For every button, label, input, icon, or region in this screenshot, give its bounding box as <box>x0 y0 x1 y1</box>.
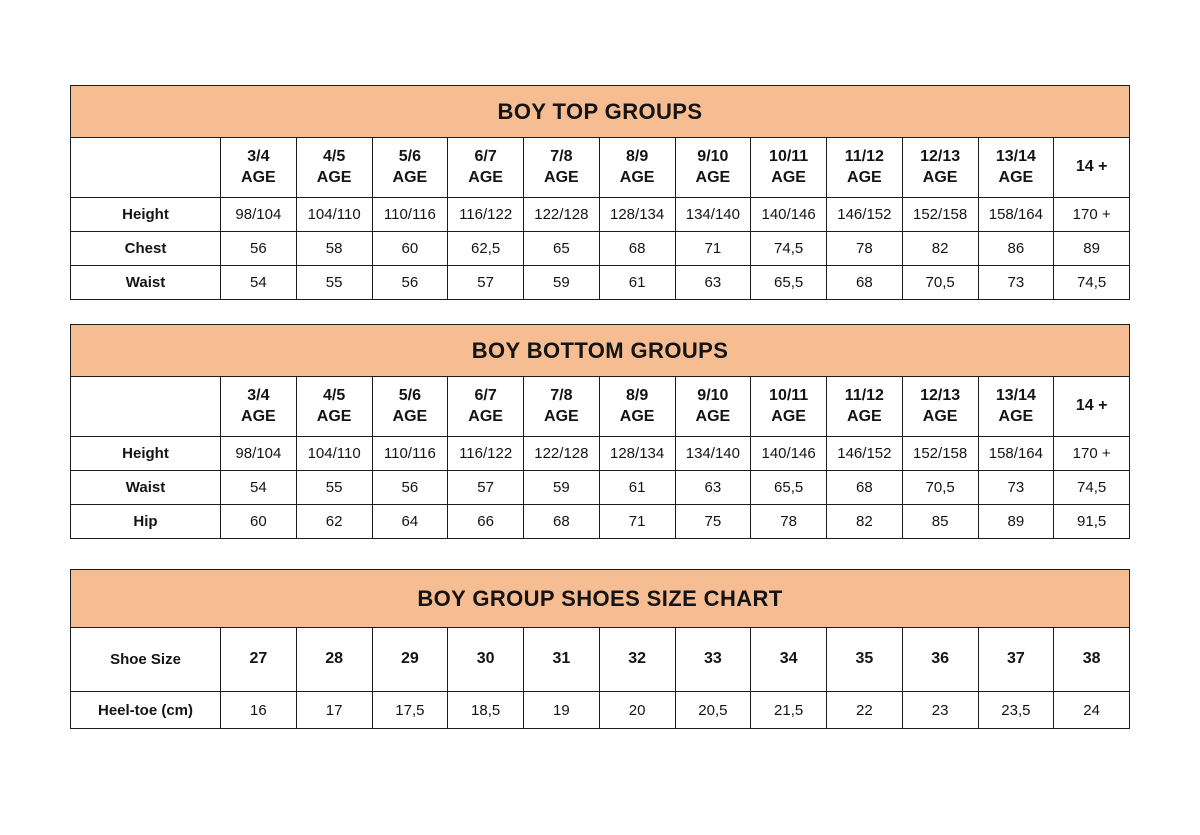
column-header-row <box>71 377 1130 437</box>
table-cell: 78 <box>827 232 903 266</box>
table-cell: 61 <box>599 471 675 505</box>
table-cell: 68 <box>827 266 903 300</box>
column-header <box>902 138 978 198</box>
column-header-text: AGE <box>922 407 958 425</box>
table-cell: 64 <box>372 505 448 539</box>
column-header <box>524 377 600 437</box>
column-header-text: AGE <box>695 168 731 186</box>
column-header <box>902 628 978 692</box>
column-header <box>448 138 524 198</box>
column-header <box>675 377 751 437</box>
table-cell: 158/164 <box>978 437 1054 471</box>
column-header <box>599 377 675 437</box>
row-label: Heel-toe (cm) <box>71 692 221 729</box>
table-cell: 56 <box>221 232 297 266</box>
table-cell: 146/152 <box>827 198 903 232</box>
table-title-row <box>71 325 1130 377</box>
column-header <box>751 138 827 198</box>
table-cell: 98/104 <box>221 198 297 232</box>
table-cell: 60 <box>221 505 297 539</box>
table-cell: 17,5 <box>372 692 448 729</box>
column-header <box>221 628 297 692</box>
column-header-text: 34 <box>779 650 798 668</box>
column-header-text: 5/6 <box>398 386 421 404</box>
table-cell: 18,5 <box>448 692 524 729</box>
column-header <box>372 138 448 198</box>
column-header-text: AGE <box>771 168 806 186</box>
table-cell: 110/116 <box>372 437 448 471</box>
column-header <box>978 628 1054 692</box>
column-header-text: 37 <box>1006 650 1025 668</box>
table-cell: 20 <box>599 692 675 729</box>
column-header-text: 7/8 <box>550 147 573 165</box>
table-title: BOY BOTTOM GROUPS <box>71 325 1130 377</box>
row-label: Waist <box>71 266 221 300</box>
column-header-text: 3/4 <box>247 386 270 404</box>
column-header <box>751 628 827 692</box>
table-cell: 71 <box>599 505 675 539</box>
table-cell: 61 <box>599 266 675 300</box>
column-header-text: AGE <box>241 168 276 186</box>
row-label: Hip <box>71 505 221 539</box>
table-cell: 140/146 <box>751 437 827 471</box>
boy-group-shoes-size-chart-table <box>70 569 1130 729</box>
column-header-text: 9/10 <box>697 386 729 404</box>
column-header-text: 32 <box>628 650 647 668</box>
column-header <box>827 628 903 692</box>
column-header-text: 31 <box>552 650 571 668</box>
table-cell: 78 <box>751 505 827 539</box>
table-row <box>71 198 1130 232</box>
column-header-text: 11/12 <box>844 147 884 165</box>
column-header-text: AGE <box>392 407 428 425</box>
table-cell: 68 <box>827 471 903 505</box>
column-header-text: 35 <box>855 650 874 668</box>
table-cell: 57 <box>448 266 524 300</box>
column-header-text: AGE <box>392 168 428 186</box>
row-label: Height <box>71 198 221 232</box>
column-header-text: AGE <box>544 407 579 425</box>
column-header-text: AGE <box>619 407 655 425</box>
table-cell: 152/158 <box>902 198 978 232</box>
header-label-cell <box>71 377 221 437</box>
table-cell: 91,5 <box>1054 505 1130 539</box>
table-cell: 128/134 <box>599 198 675 232</box>
table-cell: 134/140 <box>675 198 751 232</box>
boy-top-groups-table <box>70 85 1130 300</box>
column-header-text: 13/14 <box>995 147 1036 165</box>
column-header-text: AGE <box>847 168 882 186</box>
table-cell: 17 <box>296 692 372 729</box>
table-row <box>71 232 1130 266</box>
column-header-text: 27 <box>249 650 268 668</box>
column-header-text: 6/7 <box>474 386 497 404</box>
table-row <box>71 471 1130 505</box>
table-cell: 104/110 <box>296 437 372 471</box>
column-header-text: AGE <box>241 407 276 425</box>
table-cell: 74,5 <box>751 232 827 266</box>
table-cell: 86 <box>978 232 1054 266</box>
column-header-text: 30 <box>476 650 495 668</box>
table-cell: 110/116 <box>372 198 448 232</box>
column-header-text: 3/4 <box>247 147 270 165</box>
table-title-row <box>71 570 1130 628</box>
table-cell: 116/122 <box>448 437 524 471</box>
row-label: Height <box>71 437 221 471</box>
table-cell: 85 <box>902 505 978 539</box>
column-header <box>448 628 524 692</box>
column-header-text: 10/11 <box>769 386 809 404</box>
column-header-text: 14 + <box>1075 158 1108 176</box>
column-header <box>751 377 827 437</box>
column-header <box>902 377 978 437</box>
table-cell: 73 <box>978 266 1054 300</box>
table-cell: 70,5 <box>902 471 978 505</box>
column-header-text: AGE <box>468 168 503 186</box>
table-cell: 128/134 <box>599 437 675 471</box>
column-header-text: 4/5 <box>323 386 346 404</box>
table-cell: 89 <box>1054 232 1130 266</box>
column-header <box>372 628 448 692</box>
column-header-text: AGE <box>316 168 352 186</box>
column-header-text: 8/9 <box>626 147 649 165</box>
column-header <box>1054 138 1130 198</box>
table-cell: 82 <box>827 505 903 539</box>
column-header-text: 28 <box>325 650 344 668</box>
row-label: Waist <box>71 471 221 505</box>
table-cell: 23 <box>902 692 978 729</box>
table-cell: 140/146 <box>751 198 827 232</box>
table-cell: 58 <box>296 232 372 266</box>
table-cell: 158/164 <box>978 198 1054 232</box>
column-header-text: AGE <box>998 407 1034 425</box>
column-header <box>599 628 675 692</box>
column-header-text: AGE <box>771 407 806 425</box>
header-label-cell <box>71 138 221 198</box>
table-cell: 23,5 <box>978 692 1054 729</box>
table-cell: 116/122 <box>448 198 524 232</box>
table-cell: 59 <box>524 471 600 505</box>
column-header <box>978 138 1054 198</box>
column-header-text: 14 + <box>1075 397 1108 415</box>
column-header <box>675 138 751 198</box>
table-cell: 65,5 <box>751 266 827 300</box>
table-cell: 63 <box>675 266 751 300</box>
table-cell: 62 <box>296 505 372 539</box>
table-cell: 59 <box>524 266 600 300</box>
table-row <box>71 692 1130 729</box>
column-header-text: 29 <box>400 650 419 668</box>
table <box>70 324 1130 539</box>
column-header-text: 8/9 <box>626 386 649 404</box>
table-cell: 63 <box>675 471 751 505</box>
column-header <box>978 377 1054 437</box>
column-header-text: AGE <box>316 407 352 425</box>
column-header-text: 4/5 <box>323 147 346 165</box>
column-header <box>524 628 600 692</box>
table-cell: 98/104 <box>221 437 297 471</box>
table-cell: 70,5 <box>902 266 978 300</box>
table-row <box>71 266 1130 300</box>
table-cell: 82 <box>902 232 978 266</box>
table-cell: 65 <box>524 232 600 266</box>
column-header-text: 9/10 <box>697 147 729 165</box>
column-header-text: 6/7 <box>474 147 497 165</box>
table-cell: 54 <box>221 266 297 300</box>
table-cell: 66 <box>448 505 524 539</box>
table-cell: 74,5 <box>1054 471 1130 505</box>
table-cell: 152/158 <box>902 437 978 471</box>
column-header-text: AGE <box>847 407 882 425</box>
table-cell: 75 <box>675 505 751 539</box>
table-cell: 55 <box>296 471 372 505</box>
column-header-text: AGE <box>544 168 579 186</box>
column-header-text: 33 <box>703 650 722 668</box>
table-cell: 19 <box>524 692 600 729</box>
table-cell: 60 <box>372 232 448 266</box>
table-cell: 170 + <box>1054 198 1130 232</box>
table-cell: 74,5 <box>1054 266 1130 300</box>
table-row <box>71 505 1130 539</box>
column-header <box>448 377 524 437</box>
table-title: BOY TOP GROUPS <box>71 86 1130 138</box>
column-header-row <box>71 628 1130 692</box>
table-cell: 57 <box>448 471 524 505</box>
table-cell: 62,5 <box>448 232 524 266</box>
column-header-text: AGE <box>468 407 503 425</box>
column-header <box>221 138 297 198</box>
table-cell: 68 <box>524 505 600 539</box>
table-cell: 68 <box>599 232 675 266</box>
table-title-row <box>71 86 1130 138</box>
row-label: Chest <box>71 232 221 266</box>
column-header-text: AGE <box>922 168 958 186</box>
table-cell: 22 <box>827 692 903 729</box>
column-header <box>1054 628 1130 692</box>
column-header-text: AGE <box>998 168 1034 186</box>
column-header-row <box>71 138 1130 198</box>
table-cell: 170 + <box>1054 437 1130 471</box>
boy-bottom-groups-table <box>70 324 1130 539</box>
table-cell: 16 <box>221 692 297 729</box>
column-header <box>296 377 372 437</box>
table-row <box>71 437 1130 471</box>
column-header-text: 10/11 <box>769 147 809 165</box>
table-cell: 55 <box>296 266 372 300</box>
table-title: BOY GROUP SHOES SIZE CHART <box>71 570 1130 628</box>
column-header <box>372 377 448 437</box>
column-header <box>221 377 297 437</box>
table-cell: 65,5 <box>751 471 827 505</box>
size-tables-section <box>70 85 1130 729</box>
column-header-text: 36 <box>931 650 950 668</box>
table-cell: 146/152 <box>827 437 903 471</box>
table-cell: 24 <box>1054 692 1130 729</box>
table <box>70 569 1130 729</box>
table-cell: 21,5 <box>751 692 827 729</box>
table-cell: 73 <box>978 471 1054 505</box>
column-header <box>296 138 372 198</box>
column-header <box>827 377 903 437</box>
column-header <box>296 628 372 692</box>
table-cell: 122/128 <box>524 437 600 471</box>
column-header-text: 12/13 <box>920 147 961 165</box>
column-header-text: 38 <box>1082 650 1101 668</box>
column-header-text: AGE <box>619 168 655 186</box>
table-cell: 89 <box>978 505 1054 539</box>
column-header <box>524 138 600 198</box>
column-header-text: AGE <box>695 407 731 425</box>
column-header-text: 11/12 <box>844 386 884 404</box>
column-header-text: 7/8 <box>550 386 573 404</box>
header-label-cell: Shoe Size <box>71 628 221 692</box>
column-header <box>599 138 675 198</box>
table <box>70 85 1130 300</box>
table-cell: 56 <box>372 471 448 505</box>
column-header <box>827 138 903 198</box>
table-cell: 71 <box>675 232 751 266</box>
column-header-text: 12/13 <box>920 386 961 404</box>
column-header-text: 5/6 <box>398 147 421 165</box>
table-cell: 54 <box>221 471 297 505</box>
table-cell: 56 <box>372 266 448 300</box>
column-header-text: 13/14 <box>995 386 1036 404</box>
column-header <box>1054 377 1130 437</box>
table-cell: 104/110 <box>296 198 372 232</box>
column-header <box>675 628 751 692</box>
table-cell: 122/128 <box>524 198 600 232</box>
table-cell: 20,5 <box>675 692 751 729</box>
table-cell: 134/140 <box>675 437 751 471</box>
